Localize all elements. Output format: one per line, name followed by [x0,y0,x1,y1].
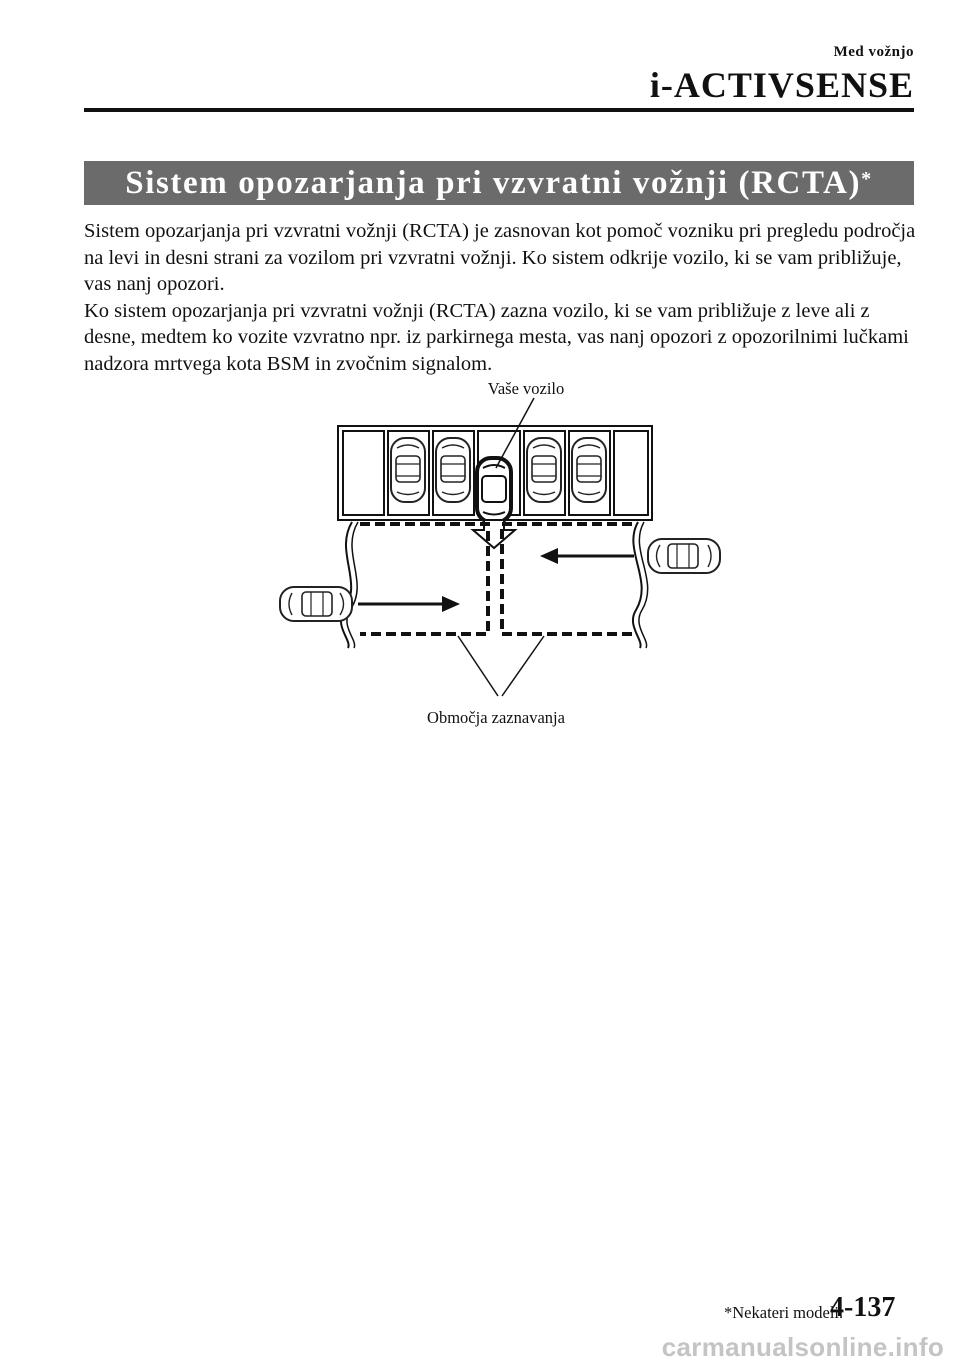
parked-car [436,438,470,502]
page-number: 4-137 [830,1292,896,1323]
arrow-left [540,548,634,564]
section-title-bar [84,161,914,205]
parked-car [527,438,561,502]
section-title: Sistem opozarjanja pri vzvratni vožnji (RCTA) [125,164,862,201]
rcta-diagram [260,372,740,732]
label-your-vehicle: Vaše vozilo [487,379,565,398]
parked-car [572,438,606,502]
paragraph-detail: Ko sistem opozarjanja pri vzvratni vožnji (RCTA) zazna vozilo, ki se vam približuje z leve ali z desne, medtem ko vozite vzvratno npr. iz parkirnega mesta, vas nanj opozori z opozorilnimi lučkami nadzora mrtvega kota BSM in zvočnim signalom. [84,299,909,375]
section-label: Med vožnjo [833,44,914,60]
cut-edge-left-2 [347,522,358,648]
chapter-title: i-ACTIVSENSE [649,65,914,105]
footnote: *Nekateri modeli. [724,1303,844,1322]
cut-edge-left [341,522,352,648]
leader-line-area-left [458,636,498,696]
label-detection-areas: Območja zaznavanja [427,708,565,727]
approaching-car-left [280,587,352,621]
cut-edge-right-2 [639,522,648,648]
parked-car [391,438,425,502]
arrow-right [358,596,460,612]
header-rule [84,108,914,112]
your-vehicle [477,458,511,522]
watermark: carmanualsonline.info [661,1332,944,1362]
paragraph-intro: Sistem opozarjanja pri vzvratni vožnji (RCTA) je zasnovan kot pomoč vozniku pri pregledu področja na levi in desni strani za vozilom pri vzvratni vožnji. Ko sistem odkrije vozilo, ki se vam približuje, vas nanj opozori. [84,220,916,295]
body-text [84,218,916,377]
leader-line-area-right [502,636,544,696]
approaching-car-right [648,539,720,573]
title-asterisk: * [861,167,873,190]
